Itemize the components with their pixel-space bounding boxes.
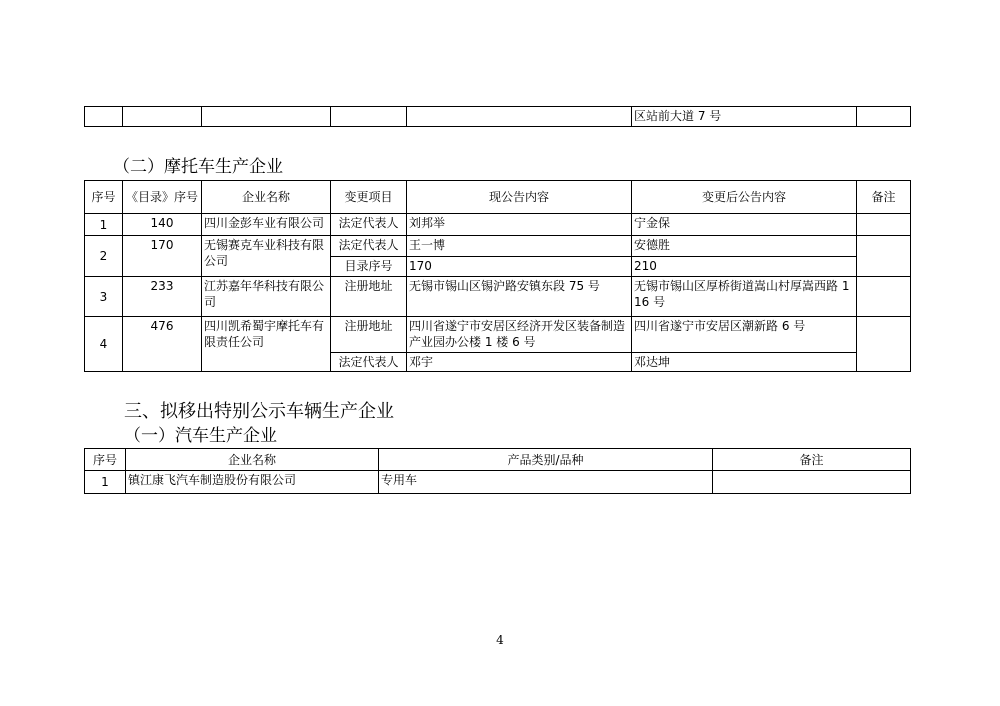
changed-content: 210 — [632, 257, 857, 277]
removal-table — [84, 448, 911, 494]
change-item: 目录序号 — [331, 257, 407, 277]
header-cell: 序号 — [85, 449, 126, 471]
table-row — [85, 107, 911, 127]
catalog-number: 233 — [123, 277, 202, 317]
header-cell: 备注 — [857, 181, 911, 214]
changed-content: 四川省遂宁市安居区潮新路 6 号 — [632, 317, 857, 353]
header-cell: 企业名称 — [202, 181, 331, 214]
row-number: 4 — [85, 317, 123, 372]
section-subtitle-automobile: （一）汽车生产企业 — [124, 426, 277, 446]
header-cell: 《目录》序号 — [123, 181, 202, 214]
change-item: 注册地址 — [331, 317, 407, 353]
row-number: 2 — [85, 236, 123, 277]
header-cell: 变更后公告内容 — [632, 181, 857, 214]
table-row — [85, 471, 911, 494]
company-name: 江苏嘉年华科技有限公司 — [202, 277, 331, 317]
catalog-number: 170 — [123, 236, 202, 277]
changed-content: 宁金保 — [632, 214, 857, 236]
table-header-row — [85, 449, 911, 471]
header-cell: 序号 — [85, 181, 123, 214]
changed-content: 无锡市锡山区厚桥街道嵩山村厚嵩西路 116 号 — [632, 277, 857, 317]
note — [857, 236, 911, 277]
current-content: 刘邦举 — [407, 214, 632, 236]
note — [857, 317, 911, 372]
catalog-number: 476 — [123, 317, 202, 372]
section-title-motorcycle: （二）摩托车生产企业 — [113, 157, 283, 177]
current-content: 无锡市锡山区锡沪路安镇东段 75 号 — [407, 277, 632, 317]
note — [857, 214, 911, 236]
catalog-number: 140 — [123, 214, 202, 236]
table-header-row — [85, 181, 911, 214]
table-row — [85, 277, 911, 317]
page-number: 4 — [496, 633, 504, 647]
table-cell: 区站前大道 7 号 — [632, 107, 857, 127]
change-item: 法定代表人 — [331, 353, 407, 372]
product-category: 专用车 — [379, 471, 713, 494]
company-name: 四川金彭车业有限公司 — [202, 214, 331, 236]
header-cell: 产品类别/品种 — [379, 449, 713, 471]
table-row — [85, 214, 911, 236]
change-item: 注册地址 — [331, 277, 407, 317]
company-name: 无锡赛克车业科技有限公司 — [202, 236, 331, 277]
header-cell: 备注 — [713, 449, 911, 471]
current-content: 邓宇 — [407, 353, 632, 372]
motorcycle-table — [84, 180, 911, 372]
changed-content: 安德胜 — [632, 236, 857, 257]
change-item: 法定代表人 — [331, 214, 407, 236]
current-content: 170 — [407, 257, 632, 277]
table-row — [85, 317, 911, 353]
company-name: 四川凯希蜀宇摩托车有限责任公司 — [202, 317, 331, 372]
continuation-table — [84, 106, 911, 127]
row-number: 3 — [85, 277, 123, 317]
note — [713, 471, 911, 494]
current-content: 王一博 — [407, 236, 632, 257]
header-cell: 现公告内容 — [407, 181, 632, 214]
change-item: 法定代表人 — [331, 236, 407, 257]
row-number: 1 — [85, 214, 123, 236]
note — [857, 277, 911, 317]
row-number: 1 — [85, 471, 126, 494]
section-title-removal: 三、拟移出特别公示车辆生产企业 — [124, 401, 394, 422]
company-name: 镇江康飞汽车制造股份有限公司 — [126, 471, 379, 494]
changed-content: 邓达坤 — [632, 353, 857, 372]
header-cell: 变更项目 — [331, 181, 407, 214]
current-content: 四川省遂宁市安居区经济开发区装备制造产业园办公楼 1 楼 6 号 — [407, 317, 632, 353]
header-cell: 企业名称 — [126, 449, 379, 471]
table-row — [85, 236, 911, 257]
